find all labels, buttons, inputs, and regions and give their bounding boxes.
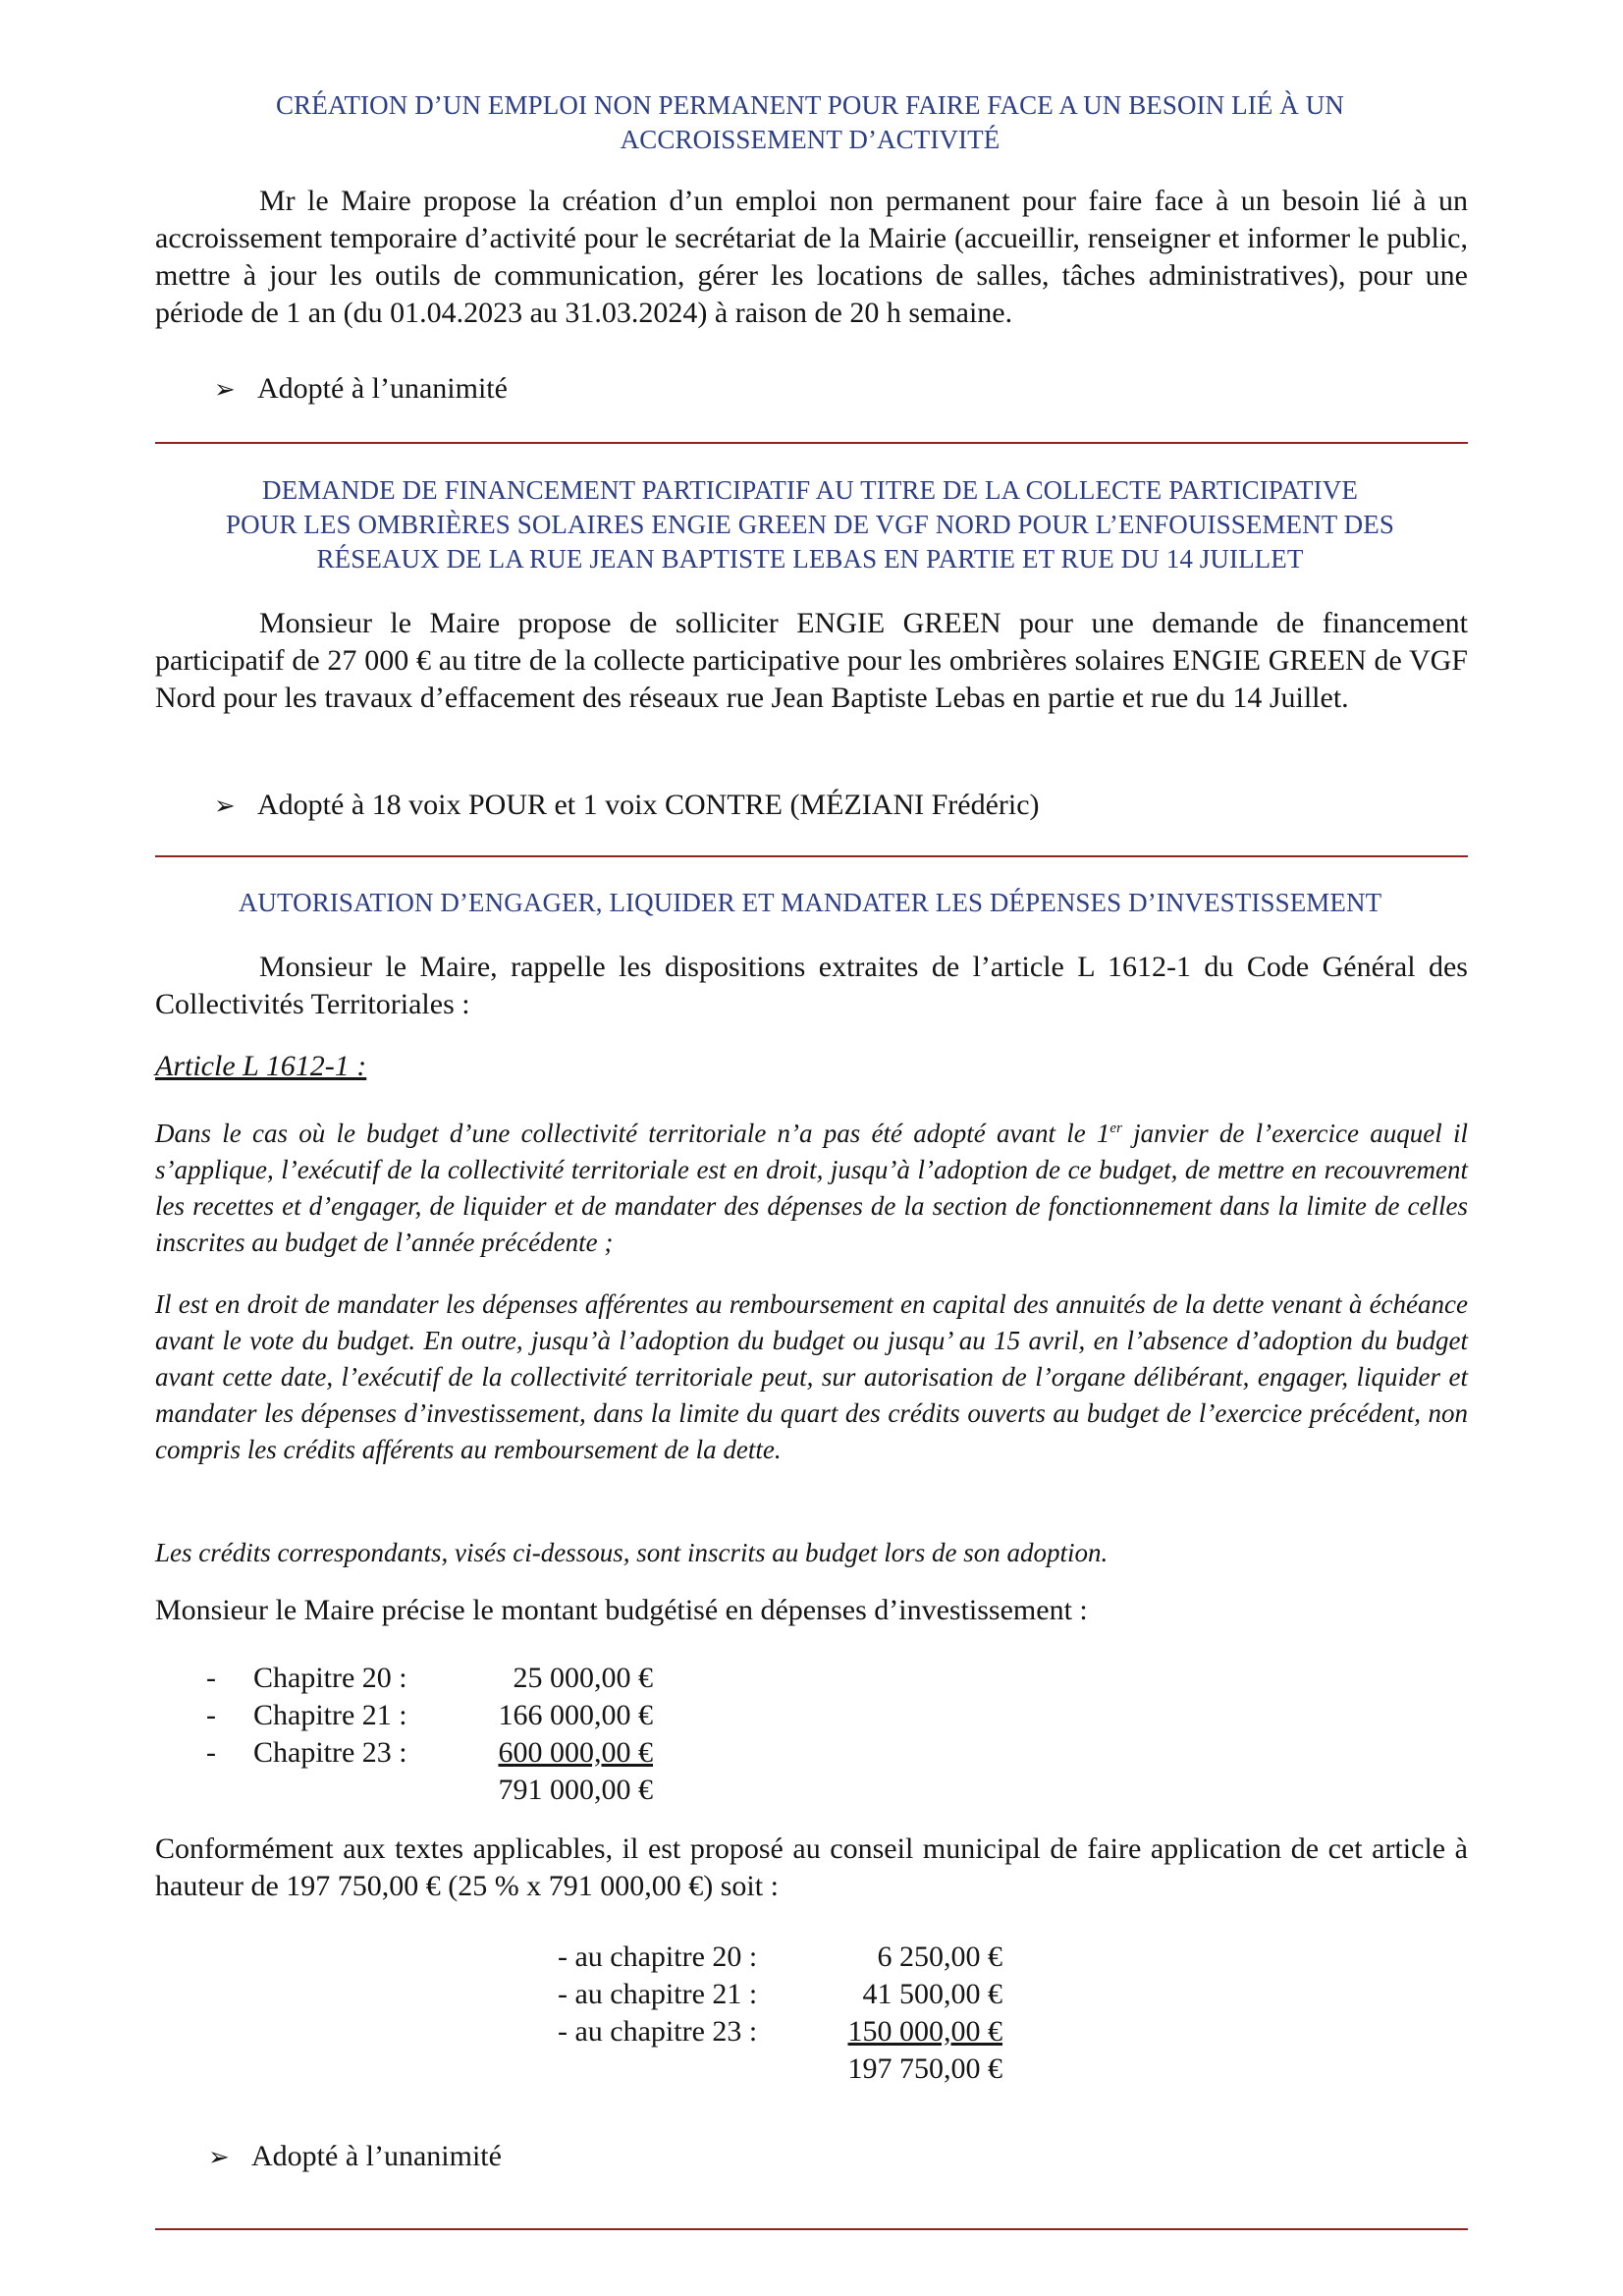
allocation-total-row — [558, 2050, 1002, 2088]
section1-title-line2: ACCROISSEMENT D’ACTIVITÉ — [620, 125, 1001, 154]
allocation-row-label: - au chapitre 23 : — [558, 2015, 758, 2048]
section1-body — [155, 183, 1468, 332]
section2-body — [155, 605, 1468, 717]
section3-title: AUTORISATION D’ENGAGER, LIQUIDER ET MANDATER LES DÉPENSES D’INVESTISSEMENT — [238, 888, 1382, 917]
section1-vote — [214, 370, 508, 409]
allocation-row — [558, 2013, 1002, 2050]
section-divider — [155, 2228, 1468, 2230]
section-divider — [155, 855, 1468, 857]
allocation-row-label: - au chapitre 21 : — [558, 1978, 758, 2010]
application-text: Conformément aux textes applicables, il est proposé au conseil municipal de faire application de cet article à hauteur de 197 750,00 € (25 % x 791 000,00 €) soit : — [155, 1832, 1468, 1902]
allocation-row — [558, 1976, 1002, 2013]
budget-row-label: Chapitre 21 : — [253, 1699, 407, 1731]
article-title: Article L 1612-1 : — [155, 1050, 367, 1082]
arrow-bullet-icon: ➢ — [214, 792, 236, 821]
article-quote-1-rest: janvier de l’exercice auquel il s’applique, l’exécutif de la collectivité territoriale est en droit, jusqu’à l’adoption de ce budget, de mettre en recouvrement les recettes et d’engager, de liquider et de mandater des dépenses de la section de fonctionnement dans la limite de celles inscrites au budget de l’année précédente ; — [155, 1119, 1468, 1257]
section2-title — [157, 473, 1463, 576]
ordinal-superscript: er — [1109, 1121, 1122, 1136]
arrow-bullet-icon: ➢ — [214, 375, 236, 405]
budget-total-row — [206, 1772, 653, 1809]
arrow-bullet-icon: ➢ — [208, 2143, 230, 2172]
allocation-row-amount: 41 500,00 € — [862, 1978, 1002, 2010]
list-dash: - — [206, 1736, 216, 1769]
budget-row-label: Chapitre 23 : — [253, 1736, 407, 1769]
budget-row — [206, 1697, 653, 1734]
budget-row-amount: 600 000,00 € — [498, 1736, 653, 1769]
section1-vote-text: Adopté à l’unanimité — [257, 372, 508, 405]
section2-vote-text: Adopté à 18 voix POUR et 1 voix CONTRE (MÉZIANI Frédéric) — [257, 789, 1040, 821]
budget-intro: Monsieur le Maire précise le montant budgétisé en dépenses d’investissement : — [155, 1594, 1088, 1626]
section2-body-text: Monsieur le Maire propose de solliciter ENGIE GREEN pour une demande de financement participatif de 27 000 € au titre de la collecte participative pour les ombrières solaires ENGIE GREEN de VGF Nord pour les travaux d’effacement des réseaux rue Jean Baptiste Lebas en partie et rue du 14 Juillet. — [155, 607, 1468, 714]
section1-title — [157, 88, 1463, 157]
allocation-row-amount: 150 000,00 € — [847, 2015, 1002, 2048]
list-dash: - — [206, 1699, 216, 1731]
section3-vote-text: Adopté à l’unanimité — [251, 2140, 502, 2172]
article-quote-1 — [155, 1116, 1468, 1261]
budget-total: 791 000,00 € — [498, 1774, 653, 1806]
budget-row-amount: 166 000,00 € — [498, 1699, 653, 1731]
section1-title-line1: CRÉATION D’UN EMPLOI NON PERMANENT POUR FAIRE FACE A UN BESOIN LIÉ À UN — [276, 90, 1344, 120]
section2-title-line3: RÉSEAUX DE LA RUE JEAN BAPTISTE LEBAS EN PARTIE ET RUE DU 14 JUILLET — [316, 544, 1304, 574]
allocation-row-label: - au chapitre 20 : — [558, 1941, 758, 1973]
section3-vote — [208, 2138, 502, 2176]
budget-row-label: Chapitre 20 : — [253, 1662, 407, 1694]
budget-list — [206, 1660, 653, 1809]
section2-vote — [214, 787, 1040, 825]
article-quote-2: Il est en droit de mandater les dépenses afférentes au remboursement en capital des annuités de la dette venant à échéance avant le vote du budget. En outre, jusqu’à l’adoption du budget ou jusqu’ au 15 avril, en l’absence d’adoption du budget avant cette date, l’exécutif de la collectivité territoriale peut, sur autorisation de l’organe délibérant, engager, liquider et mandater les dépenses d’investissement, dans la limite du quart des crédits ouverts au budget de l’exercice précédent, non compris les crédits afférents au remboursement de la dette. — [155, 1289, 1468, 1464]
allocation-list — [558, 1939, 1002, 2088]
section2-title-line2: POUR LES OMBRIÈRES SOLAIRES ENGIE GREEN DE VGF NORD POUR L’ENFOUISSEMENT DES — [226, 510, 1394, 539]
section3-intro-text: Monsieur le Maire, rappelle les dispositions extraites de l’article L 1612-1 du Code Général des Collectivités Territoriales : — [155, 951, 1468, 1020]
list-dash: - — [206, 1662, 216, 1694]
budget-row-amount: 25 000,00 € — [513, 1662, 653, 1694]
article-quote-1-text: Dans le cas où le budget d’une collectivité territoriale n’a pas été adopté avant le 1 — [155, 1119, 1110, 1148]
section1-body-text: Mr le Maire propose la création d’un emploi non permanent pour faire face à un besoin lié à un accroissement temporaire d’activité pour le secrétariat de la Mairie (accueillir, renseigner et informer le public, mettre à jour les outils de communication, gérer les locations de salles, tâches administratives), pour une période de 1 an (du 01.04.2023 au 31.03.2024) à raison de 20 h semaine. — [155, 185, 1468, 329]
budget-row — [206, 1660, 653, 1697]
section-divider — [155, 442, 1468, 444]
allocation-row — [558, 1939, 1002, 1976]
allocation-row-amount: 6 250,00 € — [877, 1941, 1002, 1973]
allocation-total: 197 750,00 € — [847, 2052, 1002, 2085]
section3-intro — [155, 949, 1468, 1023]
article-quote-3: Les crédits correspondants, visés ci-dessous, sont inscrits au budget lors de son adoption. — [155, 1538, 1109, 1567]
budget-row — [206, 1734, 653, 1772]
section2-title-line1: DEMANDE DE FINANCEMENT PARTICIPATIF AU TITRE DE LA COLLECTE PARTICIPATIVE — [262, 475, 1358, 505]
